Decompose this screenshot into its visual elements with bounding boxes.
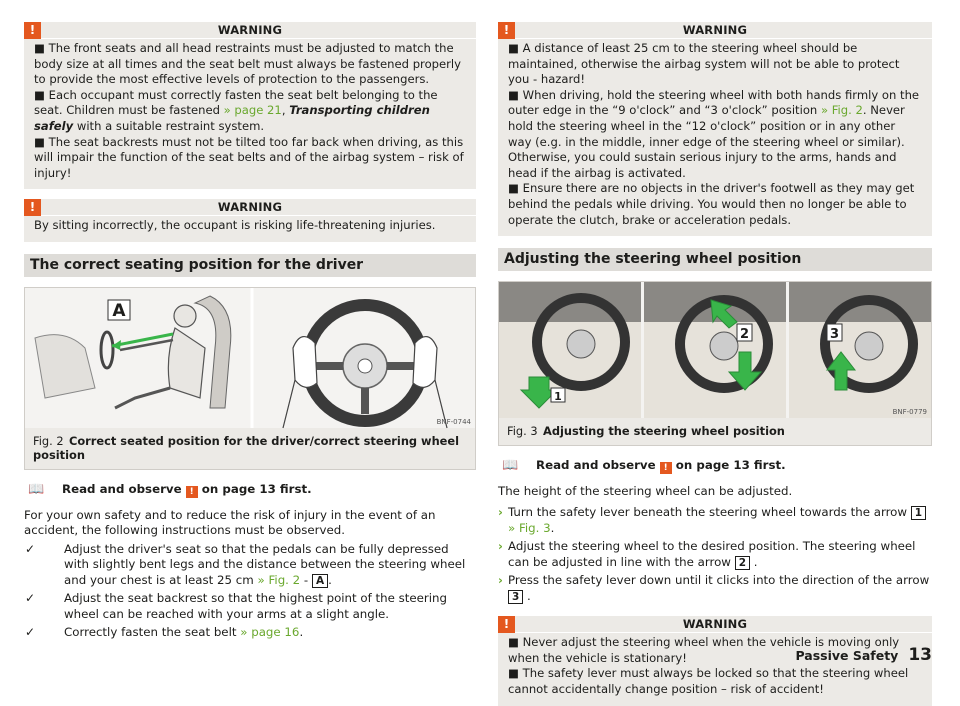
steps-list	[498, 505, 932, 604]
figure-label-2: 2	[739, 327, 750, 343]
list-item: ✓ Correctly fasten the seat belt » page 16.	[25, 625, 304, 640]
seating-illustration	[25, 288, 475, 428]
footer-section: Passive Safety	[795, 648, 899, 663]
step-arrow-icon: ›	[498, 505, 503, 520]
figure-3	[498, 281, 932, 446]
figure-code: BNF-0779	[892, 408, 927, 417]
warning-text: ■ A distance of least 25 cm to the steering wheel should be maintained, otherwise the airbag system will not be able to protect you - hazard!	[508, 41, 900, 87]
warning-text: ■ The safety lever must always be locked so that the steering wheel cannot accidentally change position – risk of accident!	[508, 666, 909, 696]
left-column	[24, 22, 476, 644]
warning-header	[498, 616, 932, 633]
section-title: The correct seating position for the driver	[24, 254, 476, 277]
figure-number: Fig. 3	[507, 424, 538, 439]
figure-link[interactable]: » Fig. 2	[257, 572, 301, 587]
figure-link[interactable]: » Fig. 3	[508, 520, 551, 535]
warning-text: By sitting incorrectly, the occupant is risking life-threatening injuries.	[34, 218, 436, 233]
intro-text: For your own safety and to reduce the risk of injury in the event of an accident, the following instructions must be observed.	[24, 507, 436, 538]
label-box: A	[312, 574, 328, 588]
warning-icon: !	[498, 616, 515, 633]
list-item: ✓ Adjust the driver's seat so that the pedals can be fully depressed with slightly bent legs and the distance between the steering wheel and your chest is at least 25 cm » Fig. 2 - A .	[25, 541, 466, 587]
book-icon: 📖	[28, 481, 45, 497]
label-box: 1	[911, 506, 926, 520]
warning-text: ■ The front seats and all head restraints must be adjusted to match the body size at all times and the seat belt must always be fastened properly to provide the most effective levels of protection to the passengers.	[34, 41, 461, 87]
checkmark-icon: ✓	[25, 591, 36, 606]
label-box: 3	[508, 590, 523, 604]
figure-caption: Fig. 2 Correct seated position for the driver/correct steering wheel position	[25, 428, 475, 469]
warning-icon: !	[660, 462, 672, 474]
step-arrow-icon: ›	[498, 539, 503, 554]
warning-box-airbag-distance	[498, 22, 932, 236]
list-item: › Turn the safety lever beneath the steering wheel towards the arrow 1 » Fig. 3.	[498, 505, 932, 536]
page-link[interactable]: » page 16	[240, 625, 300, 640]
warning-title: WARNING	[217, 23, 283, 37]
step-arrow-icon: ›	[498, 573, 503, 588]
steering-adjust-illustration	[499, 282, 931, 418]
figure-number: Fig. 2	[33, 433, 64, 448]
warning-box-sitting	[24, 199, 476, 242]
figure-image	[499, 282, 931, 418]
figure-label-a: A	[112, 300, 126, 321]
page-number: 13	[908, 645, 932, 665]
warning-text: ■ The seat backrests must not be tilted too far back when driving, as this will impair the function of the seat belts and of the airbag system – risk of injury!	[34, 134, 464, 180]
warning-header	[498, 22, 932, 39]
right-column	[498, 22, 932, 706]
warning-icon: !	[186, 486, 198, 498]
book-icon: 📖	[502, 457, 519, 473]
warning-title: WARNING	[217, 200, 283, 215]
label-box: 2	[735, 556, 750, 570]
checkmark-icon: ✓	[25, 625, 36, 640]
warning-text: ■ When driving, hold the steering wheel with both hands firmly on the outer edge in the “9 o'clock” and “3 o'clock” position » Fig. 2. Never hold the steering wheel in the “12 o'clock” position or in any other way (e.g. in the middle, inner edge of the steering wheel or similar). Otherwise, you could sustain serious injury to the arms, hands and head if the airbag is activated.	[508, 87, 920, 180]
figure-2	[24, 287, 476, 470]
warning-text: ■ Never adjust the steering wheel when the vehicle is moving only when the vehicle is stationary!	[508, 635, 900, 665]
figure-caption: Fig. 3 Adjusting the steering wheel position	[499, 418, 931, 445]
warning-box-seat-adjust	[24, 22, 476, 189]
warning-title: WARNING	[682, 617, 748, 632]
figure-link[interactable]: » Fig. 2	[820, 103, 863, 118]
warning-header	[24, 22, 476, 39]
read-observe-note: 📖 Read and observe ! on page 13 first.	[502, 457, 786, 473]
checklist	[24, 542, 476, 641]
page-link[interactable]: » page 21	[223, 103, 282, 118]
page-footer	[795, 645, 932, 665]
warning-header	[24, 199, 476, 216]
figure-label-1: 1	[554, 390, 562, 404]
warning-title: WARNING	[682, 23, 748, 37]
figure-label-3: 3	[829, 327, 840, 343]
warning-text: ■ Each occupant must correctly fasten the seat belt belonging to the seat. Children must be fastened » page 21, Transporting children safely with a suitable restraint system.	[34, 87, 438, 133]
chapter-reference: Transporting children safely	[34, 103, 430, 133]
warning-icon: !	[498, 22, 515, 39]
intro-text: The height of the steering wheel can be adjusted.	[498, 483, 793, 498]
warning-icon: !	[24, 22, 41, 39]
warning-icon: !	[24, 199, 41, 216]
warning-text: ■ Ensure there are no objects in the driver's footwell as they may get behind the pedals while driving. You would then no longer be able to operate the clutch, brake or acceleration pedals.	[508, 181, 915, 227]
list-item: › Adjust the steering wheel to the desired position. The steering wheel can be adjusted in line with the arrow 2 .	[498, 539, 916, 569]
checkmark-icon: ✓	[25, 541, 36, 556]
list-item: ✓ Adjust the seat backrest so that the highest point of the steering wheel can be reached with your arms at a slight angle.	[25, 591, 448, 621]
read-observe-note: 📖 Read and observe ! on page 13 first.	[28, 481, 312, 497]
list-item: › Press the safety lever down until it clicks into the direction of the arrow 3 .	[498, 573, 930, 603]
section-title: Adjusting the steering wheel position	[498, 248, 932, 271]
figure-code: BNF-0744	[436, 417, 471, 426]
figure-image	[25, 288, 475, 428]
